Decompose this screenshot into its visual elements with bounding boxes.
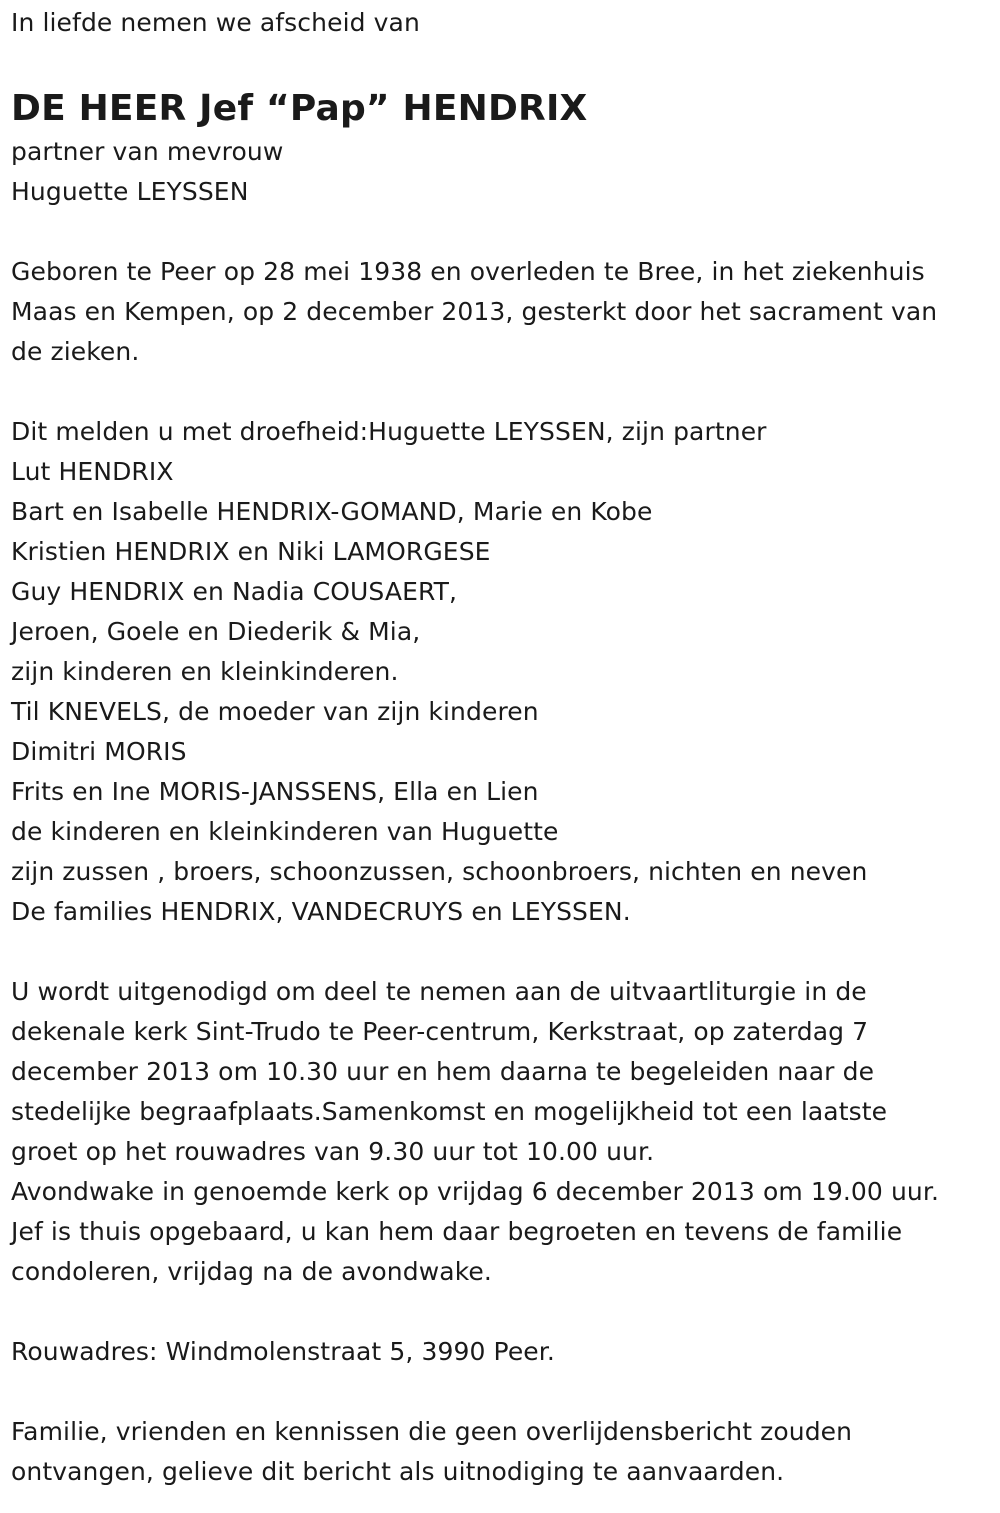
birth-death-paragraph (11, 252, 989, 372)
ceremony-paragraph (11, 972, 989, 1292)
paragraph-line: condoleren, vrijdag na de avondwake. (11, 1257, 492, 1286)
paragraph-line: Avondwake in genoemde kerk op vrijdag 6 december 2013 om 19.00 uur. (11, 1177, 939, 1206)
family-line: De families HENDRIX, VANDECRUYS en LEYSSEN. (11, 897, 631, 926)
family-line: zijn zussen , broers, schoonzussen, schoonbroers, nichten en neven (11, 857, 868, 886)
paragraph-line: Maas en Kempen, op 2 december 2013, gesterkt door het sacrament van (11, 297, 938, 326)
paragraph-line: Geboren te Peer op 28 mei 1938 en overleden te Bree, in het ziekenhuis (11, 257, 925, 286)
paragraph-line: dekenale kerk Sint-Trudo te Peer-centrum, Kerkstraat, op zaterdag 7 (11, 1017, 869, 1046)
family-line: Dimitri MORIS (11, 737, 187, 766)
family-line: Til KNEVELS, de moeder van zijn kinderen (11, 697, 539, 726)
family-line: Guy HENDRIX en Nadia COUSAERT, (11, 577, 458, 606)
paragraph-line: stedelijke begraafplaats.Samenkomst en mogelijkheid tot een laatste (11, 1097, 888, 1126)
paragraph-line: ontvangen, gelieve dit bericht als uitnodiging te aanvaarden. (11, 1457, 785, 1486)
partner-line: partner van mevrouw (11, 137, 284, 166)
family-list (11, 412, 989, 932)
deceased-name: DE HEER Jef “Pap” HENDRIX (11, 88, 588, 129)
intro-text: In liefde nemen we afscheid van (11, 8, 420, 37)
family-line: zijn kinderen en kleinkinderen. (11, 657, 399, 686)
family-line: Kristien HENDRIX en Niki LAMORGESE (11, 537, 491, 566)
paragraph-line: december 2013 om 10.30 uur en hem daarna te begeleiden naar de (11, 1057, 875, 1086)
mourning-address: Rouwadres: Windmolenstraat 5, 3990 Peer. (11, 1337, 555, 1366)
family-line: Jeroen, Goele en Diederik & Mia, (11, 617, 421, 646)
paragraph-line: de zieken. (11, 337, 140, 366)
family-line: Dit melden u met droefheid:Huguette LEYSSEN, zijn partner (11, 417, 767, 446)
paragraph-line: Jef is thuis opgebaard, u kan hem daar begroeten en tevens de familie (11, 1217, 903, 1246)
paragraph-line: U wordt uitgenodigd om deel te nemen aan de uitvaartliturgie in de (11, 977, 867, 1006)
address-block (11, 1332, 989, 1372)
closing-paragraph (11, 1412, 989, 1492)
partner-line: Huguette LEYSSEN (11, 177, 249, 206)
obituary-notice (0, 3, 1000, 1513)
family-line: Lut HENDRIX (11, 457, 174, 486)
family-line: Frits en Ine MORIS-JANSSENS, Ella en Lien (11, 777, 539, 806)
paragraph-line: Familie, vrienden en kennissen die geen overlijdensbericht zouden (11, 1417, 853, 1446)
family-line: de kinderen en kleinkinderen van Huguette (11, 817, 559, 846)
family-line: Bart en Isabelle HENDRIX-GOMAND, Marie en Kobe (11, 497, 653, 526)
paragraph-line: groet op het rouwadres van 9.30 uur tot 10.00 uur. (11, 1137, 655, 1166)
partner-block (11, 132, 989, 212)
